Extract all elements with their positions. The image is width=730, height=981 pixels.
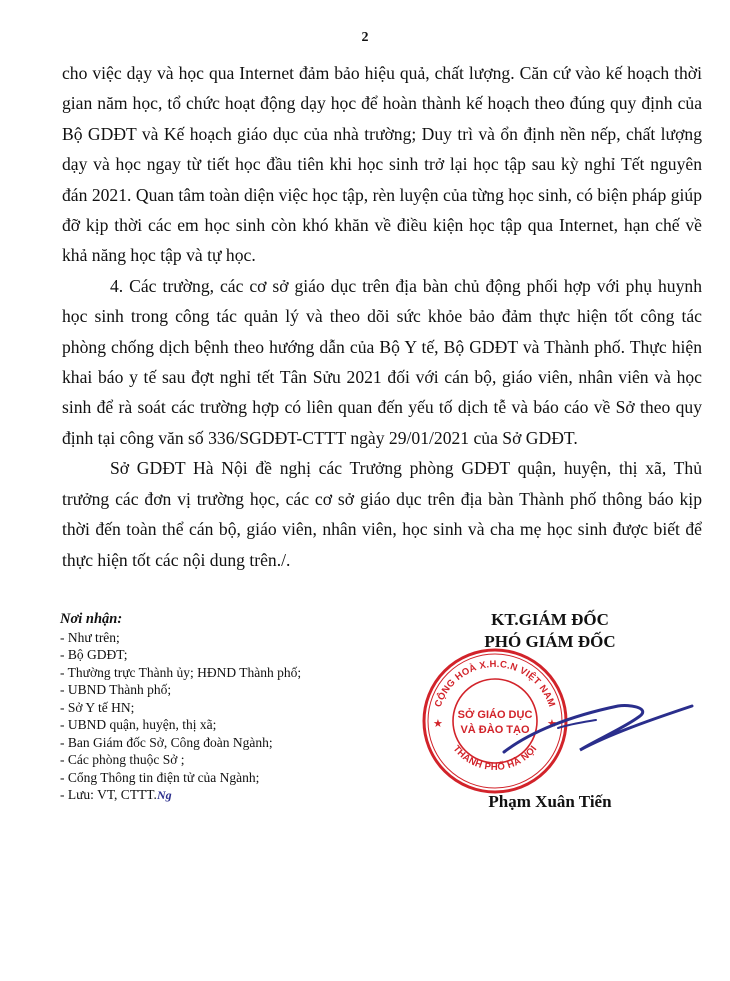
- signer-name: Phạm Xuân Tiến: [488, 792, 612, 811]
- stamp-outer-bottom: THÀNH PHỐ HÀ NỘI: [450, 743, 540, 773]
- paragraph-continuation: cho việc dạy và học qua Internet đảm bảo hiệu quả, chất lượng. Căn cứ vào kế hoạch thời gian năm học, tổ chức hoạt động dạy học để hoàn thành kế hoạch theo đúng quy định của Bộ GDĐT và Kế hoạch giáo dục của nhà trường; Duy trì và ổn định nền nếp, chất lượng dạy và học ngay từ tiết học đầu tiên khi học sinh trở lại học tập sau kỳ nghỉ Tết nguyên đán 2021. Quan tâm toàn diện việc học tập, rèn luyện của từng học sinh, có biện pháp giúp đỡ kịp thời các em học sinh còn khó khăn về điều kiện học tập qua Internet, hạn chế về khả năng học tập và tự học.: [62, 63, 702, 266]
- stamp-inner-line1: SỞ GIÁO DỤC: [457, 709, 533, 721]
- document-body: [62, 58, 702, 575]
- recipients-heading: Nơi nhận:: [60, 611, 123, 627]
- stamp-outer-top: CỘNG HOÀ X.H.C.N VIỆT NAM: [432, 658, 558, 709]
- stamp-inner-line2: VÀ ĐÀO TẠO: [460, 724, 530, 736]
- recipient-item-archive: [60, 786, 390, 805]
- handwritten-signature: [500, 694, 700, 774]
- stamp-star: ★: [547, 717, 557, 730]
- drafter-initials: Ng: [156, 788, 172, 802]
- paragraph-closing: Sở GDĐT Hà Nội đề nghị các Trưởng phòng GDĐT quận, huyện, thị xã, Thủ trưởng các đơn vị trường học, các cơ sở giáo dục trên địa bàn Thành phố thông báo kịp thời đến toàn thể cán bộ, giáo viên, nhân viên, học sinh và cha mẹ học sinh được biết để thực hiện tốt các nội dung trên./.: [62, 458, 702, 570]
- recipient-item: - Thường trực Thành ủy; HĐND Thành phố;: [60, 664, 302, 680]
- recipient-item: - Sở Y tế HN;: [60, 699, 135, 715]
- recipient-item: - Cổng Thông tin điện tử của Ngành;: [60, 769, 260, 785]
- signature-block: [400, 604, 700, 834]
- signatory-title: KT.GIÁM ĐỐC: [491, 610, 609, 629]
- recipient-item: - Bộ GDĐT;: [60, 647, 128, 662]
- recipient-item: - UBND quận, huyện, thị xã;: [60, 717, 217, 732]
- recipients-list: [60, 611, 390, 805]
- stamp-star: ★: [433, 717, 443, 730]
- paragraph-item-4: 4. Các trường, các cơ sở giáo dục trên địa bàn chủ động phối hợp với phụ huynh học sinh trong công tác quản lý và theo dõi sức khỏe bảo đảm thực hiện tốt công tác phòng chống dịch bệnh theo hướng dẫn của Bộ Y tế, Bộ GDĐT và Thành phố. Thực hiện khai báo y tế sau đợt nghỉ tết Tân Sửu 2021 đối với cán bộ, giáo viên, nhân viên và học sinh để rà soát các trường hợp có liên quan đến yếu tố dịch tễ và báo cáo về Sở theo quy định tại công văn số 336/SGDĐT-CTTT ngày 29/01/2021 của Sở GDĐT.: [62, 275, 702, 448]
- recipient-item: - Các phòng thuộc Sở ;: [60, 752, 185, 767]
- recipient-item: - UBND Thành phố;: [60, 682, 172, 697]
- archive-label: - Lưu: VT, CTTT.: [60, 787, 157, 802]
- recipient-item: - Ban Giám đốc Sở, Công đoàn Ngành;: [60, 734, 273, 750]
- page-number: 2: [361, 30, 369, 45]
- signatory-position: PHÓ GIÁM ĐỐC: [484, 632, 616, 651]
- recipient-item: - Như trên;: [60, 629, 120, 645]
